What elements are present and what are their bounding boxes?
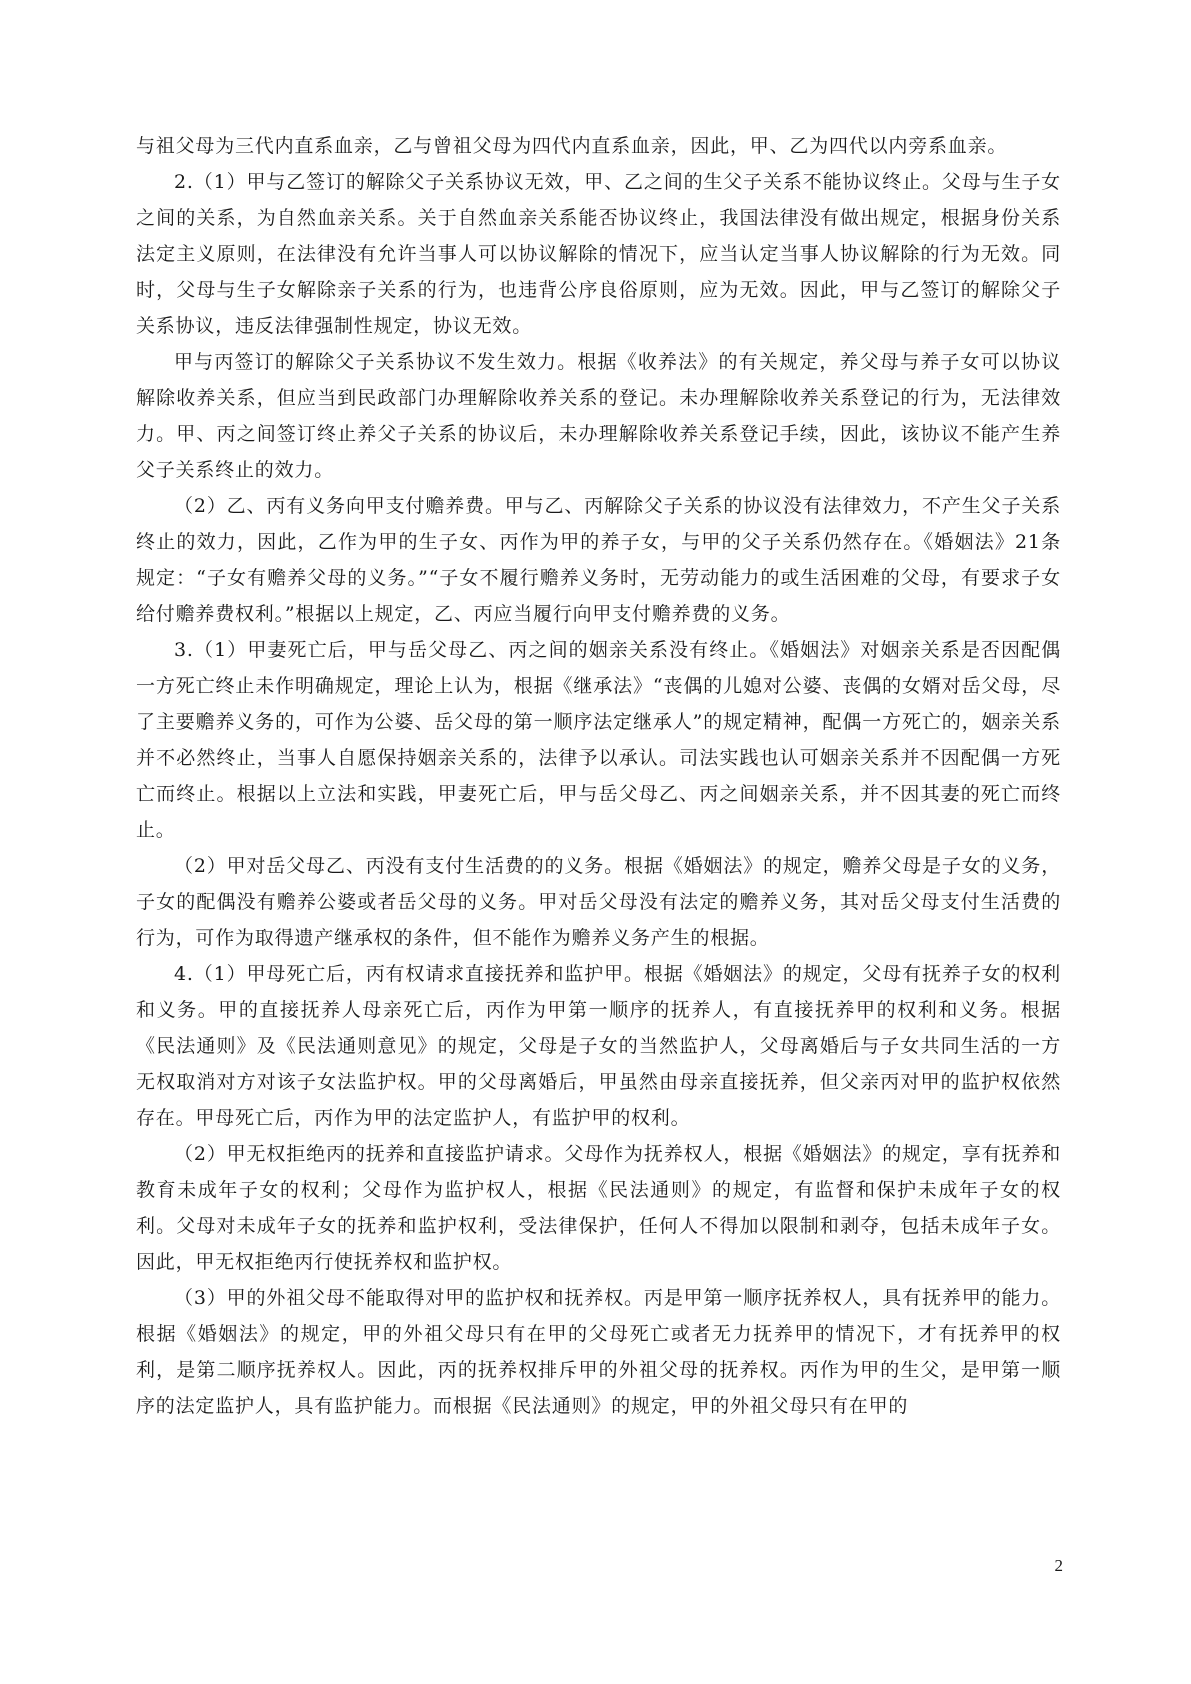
paragraph: （3）甲的外祖父母不能取得对甲的监护权和抚养权。丙是甲第一顺序抚养权人，具有抚养甲的能力。根据《婚姻法》的规定，甲的外祖父母只有在甲的父母死亡或者无力抚养甲的情况下，才有抚养甲的权利，是第二顺序抚养权人。因此，丙的抚养权排斥甲的外祖父母的抚养权。丙作为甲的生父，是甲第一顺序的法定监护人，具有监护能力。而根据《民法通则》的规定，甲的外祖父母只有在甲的	[136, 1287, 1061, 1417]
paragraph: （2）甲对岳父母乙、丙没有支付生活费的的义务。根据《婚姻法》的规定，赡养父母是子女的义务，子女的配偶没有赡养公婆或者岳父母的义务。甲对岳父母没有法定的赡养义务，其对岳父母支付生活费的行为，可作为取得遗产继承权的条件，但不能作为赡养义务产生的根据。	[136, 855, 1061, 949]
paragraph: （2）乙、丙有义务向甲支付赡养费。甲与乙、丙解除父子关系的协议没有法律效力，不产生父子关系终止的效力，因此，乙作为甲的生子女、丙作为甲的养子女，与甲的父子关系仍然存在。《婚姻法》21条规定：“子女有赡养父母的义务。”“子女不履行赡养义务时，无劳动能力的或生活困难的父母，有要求子女给付赡养费权利。”根据以上规定，乙、丙应当履行向甲支付赡养费的义务。	[136, 495, 1061, 625]
paragraph: 甲与丙签订的解除父子关系协议不发生效力。根据《收养法》的有关规定，养父母与养子女可以协议解除收养关系，但应当到民政部门办理解除收养关系的登记。未办理解除收养关系登记的行为，无法律效力。甲、丙之间签订终止养父子关系的协议后，未办理解除收养关系登记手续，因此，该协议不能产生养父子关系终止的效力。	[136, 351, 1061, 481]
paragraph: 2.（1）甲与乙签订的解除父子关系协议无效，甲、乙之间的生父子关系不能协议终止。父母与生子女之间的关系，为自然血亲关系。关于自然血亲关系能否协议终止，我国法律没有做出规定，根据身份关系法定主义原则，在法律没有允许当事人可以协议解除的情况下，应当认定当事人协议解除的行为无效。同时，父母与生子女解除亲子关系的行为，也违背公序良俗原则，应为无效。因此，甲与乙签订的解除父子关系协议，违反法律强制性规定，协议无效。	[136, 171, 1061, 337]
paragraph: 与祖父母为三代内直系血亲，乙与曾祖父母为四代内直系血亲，因此，甲、乙为四代以内旁系血亲。	[136, 135, 1008, 157]
page-body	[136, 128, 1061, 1424]
paragraph: （2）甲无权拒绝丙的抚养和直接监护请求。父母作为抚养权人，根据《婚姻法》的规定，享有抚养和教育未成年子女的权利；父母作为监护权人，根据《民法通则》的规定，有监督和保护未成年子女的权利。父母对未成年子女的抚养和监护权利，受法律保护，任何人不得加以限制和剥夺，包括未成年子女。因此，甲无权拒绝丙行使抚养权和监护权。	[136, 1143, 1061, 1273]
page-number: 2	[1054, 1556, 1063, 1575]
paragraph: 3.（1）甲妻死亡后，甲与岳父母乙、丙之间的姻亲关系没有终止。《婚姻法》对姻亲关系是否因配偶一方死亡终止未作明确规定，理论上认为，根据《继承法》“丧偶的儿媳对公婆、丧偶的女婿对岳父母，尽了主要赡养义务的，可作为公婆、岳父母的第一顺序法定继承人”的规定精神，配偶一方死亡的，姻亲关系并不必然终止，当事人自愿保持姻亲关系的，法律予以承认。司法实践也认可姻亲关系并不因配偶一方死亡而终止。根据以上立法和实践，甲妻死亡后，甲与岳父母乙、丙之间姻亲关系，并不因其妻的死亡而终止。	[136, 639, 1061, 841]
paragraph: 4.（1）甲母死亡后，丙有权请求直接抚养和监护甲。根据《婚姻法》的规定，父母有抚养子女的权利和义务。甲的直接抚养人母亲死亡后，丙作为甲第一顺序的抚养人，有直接抚养甲的权利和义务。根据《民法通则》及《民法通则意见》的规定，父母是子女的当然监护人，父母离婚后与子女共同生活的一方无权取消对方对该子女法监护权。甲的父母离婚后，甲虽然由母亲直接抚养，但父亲丙对甲的监护权依然存在。甲母死亡后，丙作为甲的法定监护人，有监护甲的权利。	[136, 963, 1061, 1129]
